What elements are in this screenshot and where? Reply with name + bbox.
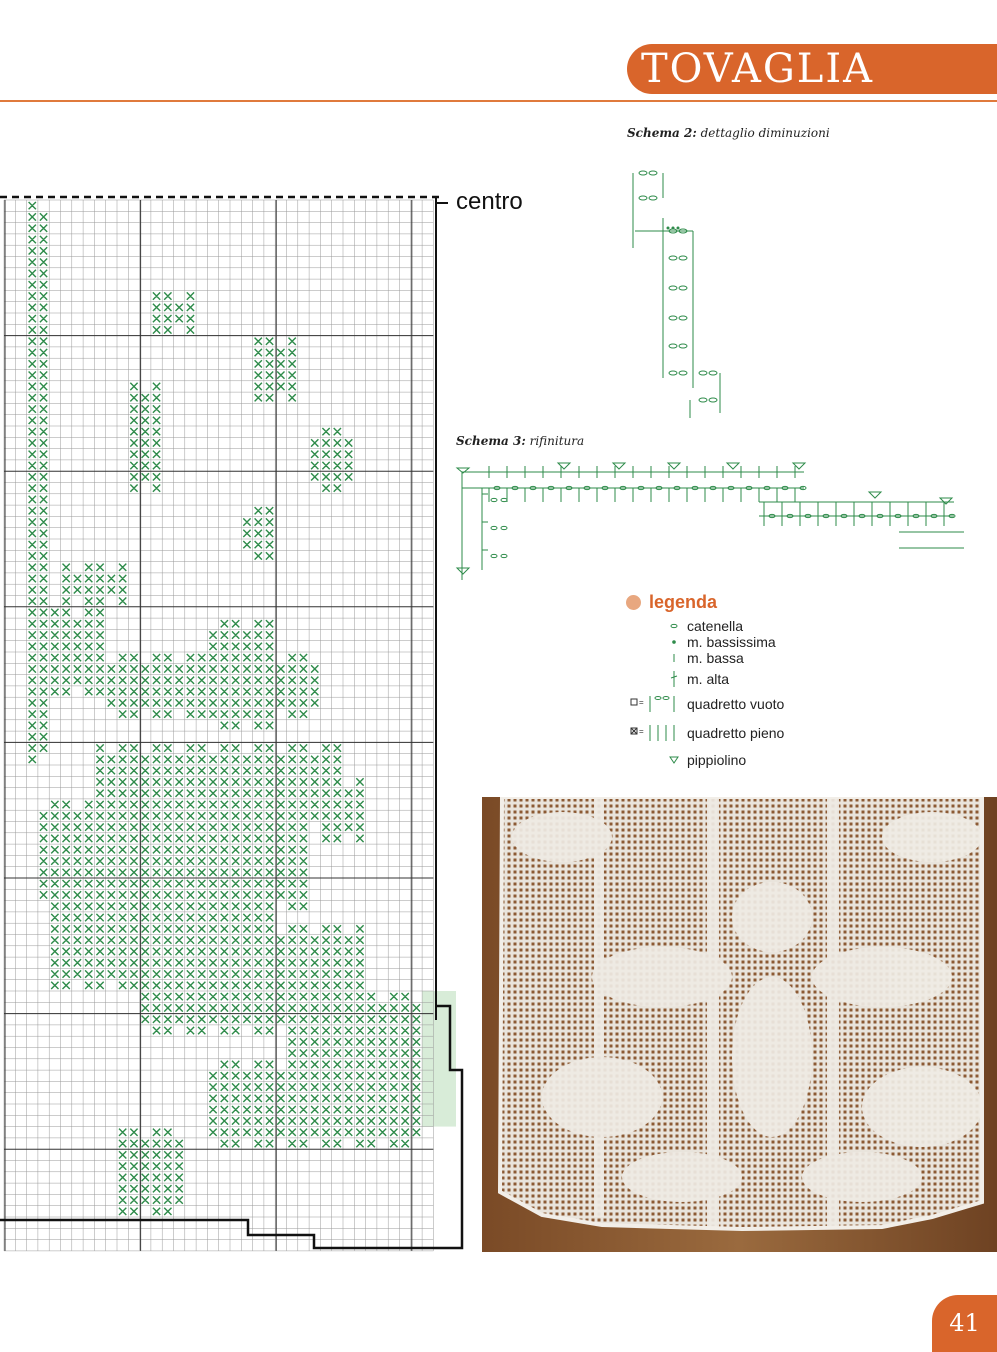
filet-chart	[0, 190, 470, 1260]
legend-item-alta: m. alta	[626, 671, 956, 689]
picot-icon	[626, 752, 686, 772]
legend-item-catenella: catenella	[626, 618, 956, 636]
schema-3-label: Schema 3:	[456, 434, 526, 448]
svg-text:=: =	[639, 698, 644, 707]
page-title: TOVAGLIA	[627, 44, 997, 94]
legend-title-text: legenda	[649, 592, 718, 612]
schema-2-caption	[627, 126, 830, 140]
filet-grid	[0, 190, 470, 1255]
legend-item-pippiolino: pippiolino	[626, 752, 956, 770]
schema-2-label: Schema 2:	[627, 126, 697, 140]
filet-lace-photo	[482, 797, 997, 1252]
short-stroke-icon	[626, 650, 686, 670]
schema-3-diagram	[454, 460, 974, 600]
schema-3-caption	[456, 434, 584, 448]
center-label: centro	[456, 188, 523, 215]
legend-bullet-icon	[626, 595, 641, 610]
legend-heading	[626, 592, 986, 613]
schema-2-text: dettaglio diminuzioni	[700, 126, 830, 140]
filet-lace-photo-icon	[482, 797, 997, 1252]
page-number: 41	[932, 1295, 997, 1352]
header-rule	[0, 100, 997, 102]
svg-text:=: =	[639, 727, 644, 736]
filled-square-icon	[626, 725, 686, 745]
schema-3-text: rifinitura	[529, 434, 585, 448]
legend-item-quadretto-vuoto: = quadretto vuoto	[626, 696, 956, 714]
schema-3-stitches	[482, 466, 955, 558]
empty-square-icon	[626, 696, 686, 716]
legend-item-bassa: m. bassa	[626, 650, 956, 668]
legend-item-bassissima: m. bassissima	[626, 634, 956, 652]
legend-item-quadretto-pieno: = quadretto pieno	[626, 725, 956, 743]
tall-stroke-icon	[626, 671, 686, 691]
schema-2-diagram	[625, 168, 735, 423]
legend	[626, 592, 986, 768]
